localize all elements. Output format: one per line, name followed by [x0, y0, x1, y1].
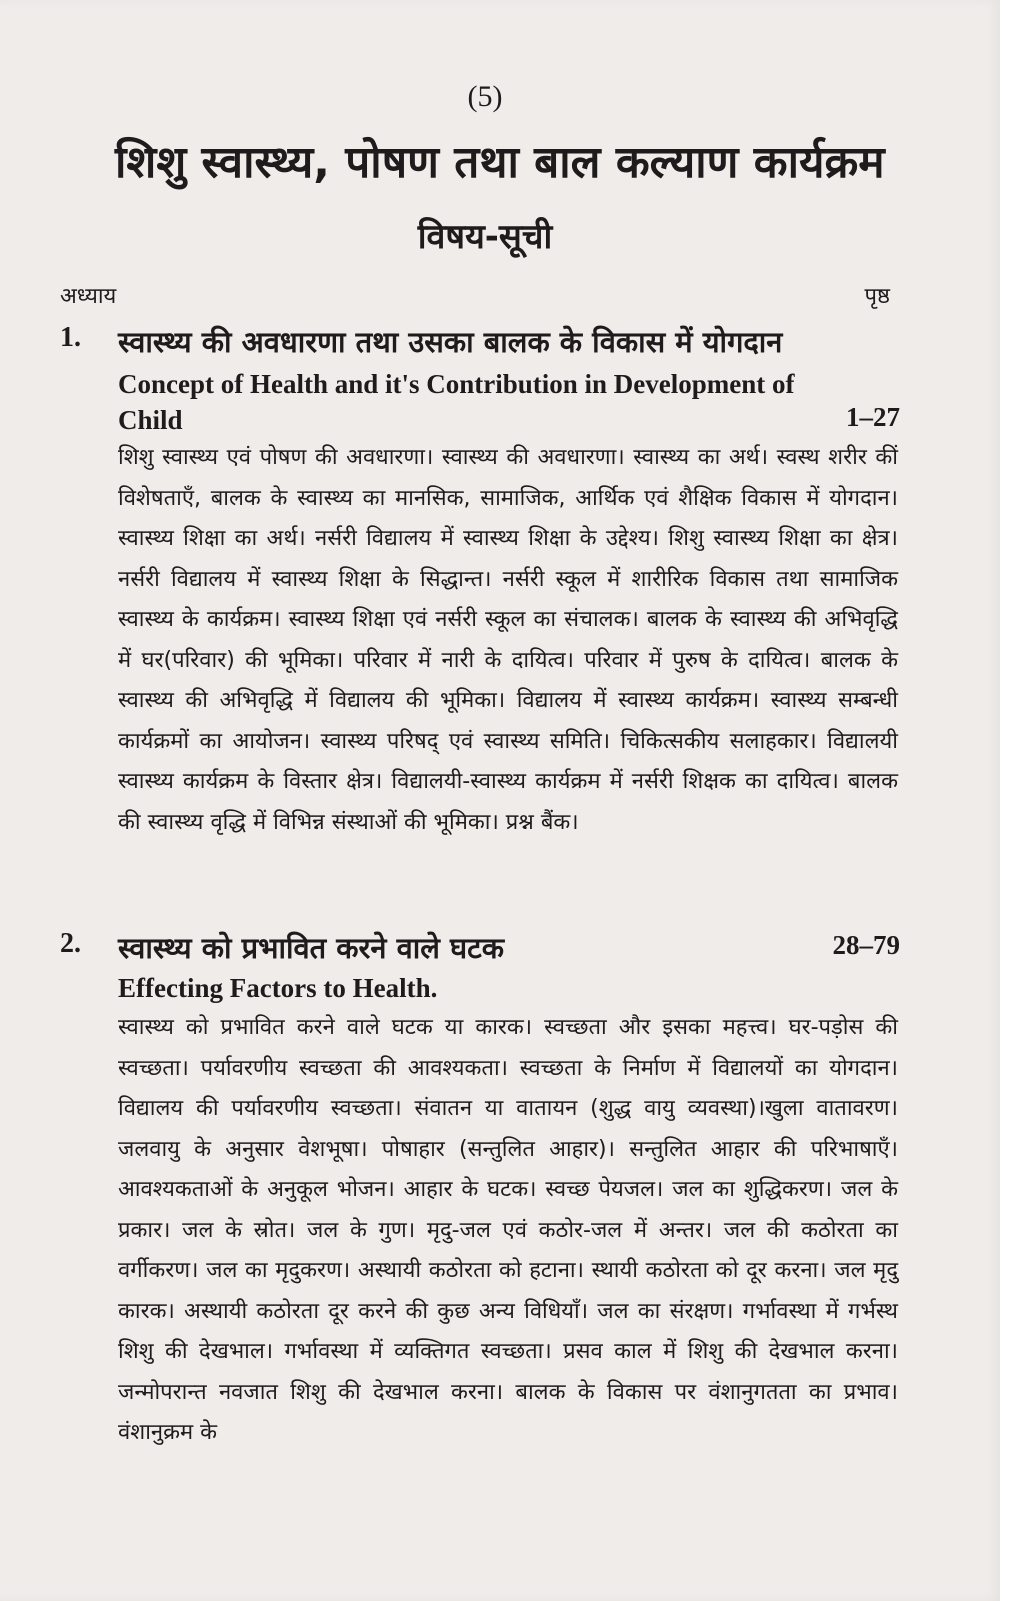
chapter-title-english: Effecting Factors to Health.: [118, 973, 438, 1003]
page-number: (5): [467, 80, 503, 113]
toc-title: विषय-सूची: [417, 217, 553, 257]
chapter-topics: स्वास्थ्य को प्रभावित करने वाले घटक या कारक। स्वच्छता और इसका महत्त्व। घर-पड़ोस की स्वच्छता। पर्यावरणीय स्वच्छता की आवश्यकता। स्वच्छता के निर्माण में विद्यालयों का योगदान। विद्यालय की पर्यावरणीय स्वच्छता। संवातन या वातायन (शुद्ध वायु व्यवस्था)।खुला वातावरण। जलवायु के अनुसार वेशभूषा। पोषाहार (सन्तुलित आहार)। सन्तुलित आहार की परिभाषाएँ। आवश्यकताओं के अनुकूल भोजन। आहार के घटक। स्वच्छ पेयजल। जल का शुद्धिकरण। जल के प्रकार। जल के स्रोत। जल के गुण। मृदु-जल एवं कठोर-जल में अन्तर। जल की कठोरता का वर्गीकरण। जल का मृदुकरण। अस्थायी कठोरता को हटाना। स्थायी कठोरता को दूर करना। जल मृदु कारक। अस्थायी कठोरता दूर करने की कुछ अन्य विधियाँ। जल का संरक्षण। गर्भावस्था में गर्भस्थ शिशु की देखभाल। गर्भावस्था में व्यक्तिगत स्वच्छता। प्रसव काल में शिशु की देखभाल करना। जन्मोपरान्त नवजात शिशु की देखभाल करना। बालक के विकास पर वंशानुगतता का प्रभाव। वंशानुक्रम के: [118, 1015, 898, 1445]
chapter-topics: शिशु स्वास्थ्य एवं पोषण की अवधारणा। स्वास्थ्य की अवधारणा। स्वास्थ्य का अर्थ। स्वस्थ शरीर कीं विशेषताएँ, बालक के स्वास्थ्य का मानसिक, सामाजिक, आर्थिक एवं शैक्षिक विकास में योगदान। स्वास्थ्य शिक्षा का अर्थ। नर्सरी विद्यालय में स्वास्थ्य शिक्षा के उद्देश्य। शिशु स्वास्थ्य शिक्षा का क्षेत्र। नर्सरी विद्यालय में स्वास्थ्य शिक्षा के सिद्धान्त। नर्सरी स्कूल में शारीरिक विकास तथा सामाजिक स्वास्थ्य के कार्यक्रम। स्वास्थ्य शिक्षा एवं नर्सरी स्कूल का संचालक। बालक के स्वास्थ्य की अभिवृद्धि में घर(परिवार) की भूमिका। परिवार में नारी के दायित्व। परिवार में पुरुष के दायित्व। बालक के स्वास्थ्य की अभिवृद्धि में विद्यालय की भूमिका। विद्यालय में स्वास्थ्य कार्यक्रम। स्वास्थ्य सम्बन्धी कार्यक्रमों का आयोजन। स्वास्थ्य परिषद् एवं स्वास्थ्य समिति। चिकित्सकीय सलाहकार। विद्यालयी स्वास्थ्य कार्यक्रम के विस्तार क्षेत्र। विद्यालयी-स्वास्थ्य कार्यक्रम में नर्सरी शिक्षक का दायित्व। बालक की स्वास्थ्य वृद्धि में विभिन्न संस्थाओं की भूमिका। प्रश्न बैंक।: [118, 445, 898, 835]
chapter-title-english: Concept of Health and it's Contribution in Development of: [118, 369, 795, 399]
chapter-page-range: 1–27: [846, 402, 900, 432]
chapter-number: 2.: [60, 928, 81, 959]
toc-entry-chapter-1[interactable]: [60, 322, 900, 922]
chapter-page-range: 28–79: [832, 930, 900, 960]
chapter-column-label: अध्याय: [60, 284, 117, 309]
toc-entry-chapter-2[interactable]: [60, 928, 900, 1568]
book-title: शिशु स्वास्थ्य, पोषण तथा बाल कल्याण कार्यक्रम: [115, 137, 885, 188]
chapter-title-hindi: स्वास्थ्य को प्रभावित करने वाले घटक: [118, 931, 505, 965]
chapter-title-english-continued: Child: [118, 405, 183, 435]
chapter-title-hindi: स्वास्थ्य की अवधारणा तथा उसका बालक के विकास में योगदान: [118, 325, 783, 359]
page-column-label: पृष्ठ: [864, 284, 890, 309]
chapter-number: 1.: [60, 322, 81, 353]
